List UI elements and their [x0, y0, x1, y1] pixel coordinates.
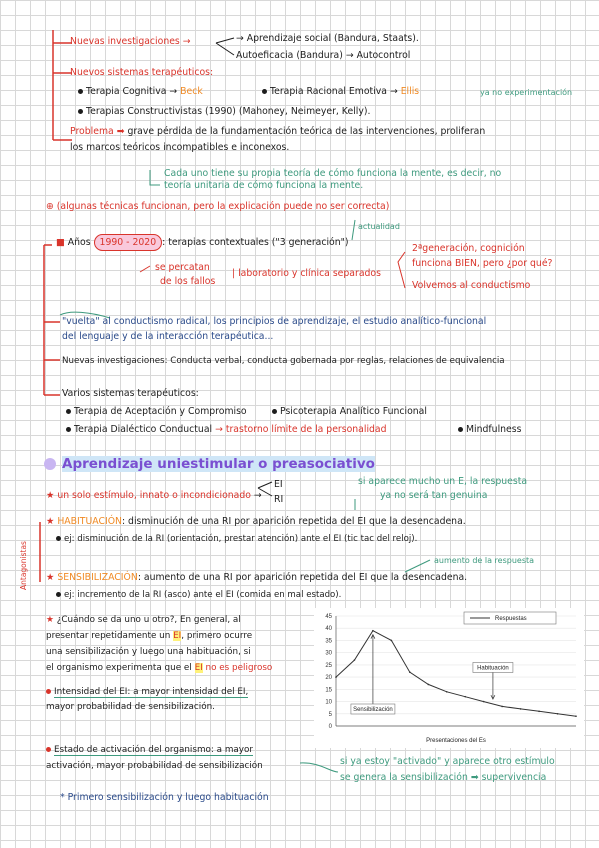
- sensibilizacion-label: Sensibilización: [353, 707, 393, 713]
- si-aparece-cont: ya no será tan genuina: [380, 490, 488, 501]
- y-tick-label: 20: [325, 675, 332, 682]
- habituacion-ejemplo: ej: disminución de la RI (orientación, prestar atención) ante el EI (tic tac del reloj).: [56, 533, 417, 545]
- series-line-respuestas: [336, 631, 576, 717]
- data-point: [538, 711, 540, 713]
- act-item: Terapia de Aceptación y Compromiso: [66, 406, 247, 418]
- aumento-respuesta: aumento de la respuesta: [434, 556, 535, 565]
- habituacion-label: Habituación: [477, 665, 509, 672]
- data-point: [464, 696, 466, 698]
- se-genera: se genera la sensibilización ➡ supervivencia: [340, 772, 547, 783]
- y-tick-label: 40: [325, 626, 332, 633]
- un-solo-estimulo: ★ un solo estímulo, innato o incondicionado →: [46, 490, 262, 501]
- data-point: [372, 630, 374, 632]
- y-tick-label: 0: [328, 724, 332, 730]
- tdc-item: Terapia Dialéctico Conductual → trastorno límite de la personalidad: [66, 424, 387, 436]
- estado-activacion: Estado de activación del organismo: a mayor: [46, 744, 253, 756]
- data-point: [501, 706, 503, 708]
- data-point: [446, 691, 448, 693]
- y-tick-label: 45: [325, 614, 332, 620]
- laboratorio-clinica: | laboratorio y clínica separados: [232, 268, 381, 279]
- data-point: [557, 713, 559, 715]
- cuando-line1: ★ ¿Cuándo se da uno u otro?, En general, al: [46, 615, 241, 625]
- data-point: [428, 684, 430, 686]
- y-tick-label: 5: [328, 711, 332, 718]
- years-badge: 1990 - 2020: [94, 234, 163, 251]
- pfa-item: Psicoterapia Analítico Funcional: [272, 406, 427, 418]
- y-tick-label: 35: [325, 638, 332, 645]
- y-tick-label: 25: [325, 662, 332, 669]
- autoeficacia: Autoeficacia (Bandura) → Autocontrol: [236, 50, 411, 61]
- algunas-tecnicas: ⊕ (algunas técnicas funcionan, pero la explicación puede no ser correcta): [46, 201, 390, 212]
- habituation-sensitization-chart: [314, 608, 584, 748]
- section-title: Aprendizaje uniestimular o preasociativo: [44, 458, 375, 470]
- terapia-cognitiva: Terapia Cognitiva → Beck: [78, 86, 203, 98]
- si-ya-estoy: si ya estoy "activado" y aparece otro estímulo: [340, 756, 555, 767]
- data-point: [575, 715, 577, 717]
- legend-label: Respuestas: [495, 616, 527, 622]
- cuando-line3: una sensibilización y luego una habituación, si: [46, 647, 251, 657]
- ri-label: RI: [274, 494, 284, 505]
- cada-uno: Cada uno tiene su propia teoría de cómo funciona la mente, es decir, no: [164, 168, 502, 179]
- ei-label: EI: [274, 479, 283, 490]
- anos-line: ■ Años 1990 - 2020 : terapias contextuales ("3 generación"): [56, 237, 349, 249]
- problema: Problema ➡ grave pérdida de la fundamentación teórica de las intervenciones, proliferan: [70, 126, 486, 137]
- actualidad: actualidad: [358, 222, 400, 231]
- y-tick-label: 15: [325, 687, 332, 694]
- aprendizaje-social: → Aprendizaje social (Bandura, Staats).: [236, 33, 419, 44]
- cada-uno-cont: teoría unitaria de cómo funciona la mente.: [164, 180, 364, 191]
- problema-cont: los marcos teóricos incompatibles e inconexos.: [70, 142, 290, 153]
- terapias-constructivistas: Terapias Constructivistas (1990) (Mahoney, Neimeyer, Kelly).: [78, 106, 370, 118]
- data-point: [335, 676, 337, 678]
- cuando-line2: presentar repetidamente un EI, primero ocurre: [46, 631, 253, 641]
- habituacion: ★ HABITUACIÓN: disminución de una RI por aparición repetida del EI que la desencadena.: [46, 516, 466, 527]
- nuevas-investigaciones-heading: Nuevas investigaciones →: [70, 36, 191, 47]
- y-tick-label: 30: [325, 650, 332, 657]
- si-aparece: si aparece mucho un E, la respuesta: [358, 476, 528, 487]
- vuelta-conductismo: "vuelta" al conductismo radical, los principios de aprendizaje, el estudio analítico-funcional: [62, 316, 487, 327]
- estado-activacion-cont: activación, mayor probabilidad de sensibilización: [46, 761, 263, 771]
- volvemos-conductismo: Volvemos al conductismo: [412, 280, 531, 291]
- antagonistas-label: Antagonistas: [19, 541, 28, 590]
- segunda-generacion: 2ªgeneración, cognición: [412, 243, 525, 254]
- nuevas-investigaciones-2: Nuevas investigaciones: Conducta verbal, conducta gobernada por reglas, relaciones de equivalencia: [62, 356, 505, 366]
- ya-no-experimentacion: ya no experimentación: [480, 88, 573, 97]
- y-tick-label: 10: [325, 699, 332, 706]
- data-point: [391, 640, 393, 642]
- varios-sistemas: Varios sistemas terapéuticos:: [62, 388, 199, 399]
- de-los-fallos: de los fallos: [160, 276, 216, 287]
- data-point: [483, 701, 485, 703]
- funciona-bien: funciona BIEN, pero ¿por qué?: [412, 258, 553, 269]
- data-point: [409, 671, 411, 673]
- vuelta-cont: del lenguaje y de la interacción terapéutica...: [62, 331, 274, 342]
- primero-sensibilizacion: * Primero sensibilización y luego habituación: [60, 792, 269, 803]
- se-percatan: se percatan: [155, 262, 210, 273]
- sensibilizacion-ejemplo: ej: incremento de la RI (asco) ante el EI (comida en mal estado).: [56, 589, 341, 601]
- intensidad-cont: mayor probabilidad de sensibilización.: [46, 702, 215, 712]
- terapia-racional: Terapia Racional Emotiva → Ellis: [262, 86, 419, 98]
- intensidad: Intensidad del EI: a mayor intensidad del EI,: [46, 686, 248, 698]
- mindfulness-item: Mindfulness: [458, 424, 521, 436]
- sensibilizacion: ★ SENSIBILIZACIÓN: aumento de una RI por aparición repetida del EI que la desencadena.: [46, 572, 468, 583]
- cuando-line4: el organismo experimenta que el EI no es peligroso: [46, 663, 273, 673]
- data-point: [354, 659, 356, 661]
- x-axis-label: Presentaciones del Es: [426, 738, 486, 744]
- data-point: [520, 708, 522, 710]
- nuevos-sistemas-heading: Nuevos sistemas terapéuticos:: [70, 67, 214, 78]
